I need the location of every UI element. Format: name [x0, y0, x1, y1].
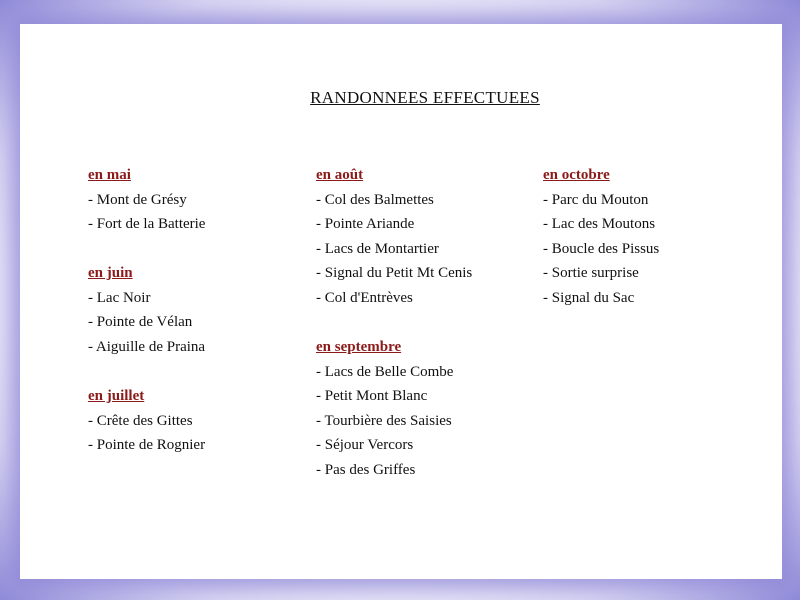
month-heading-octobre: en octobre [543, 167, 610, 183]
document-page [20, 24, 782, 579]
hike-item: - Lacs de Belle Combe [316, 363, 454, 380]
hike-item: - Crête des Gittes [88, 412, 193, 429]
hike-item: - Sortie surprise [543, 265, 639, 282]
month-group-juillet [88, 384, 318, 458]
hike-item: - Lac Noir [88, 289, 151, 306]
hike-item: - Fort de la Batterie [88, 216, 206, 233]
hike-item: - Col des Balmettes [316, 191, 434, 208]
page-title: RANDONNEES EFFECTUEES [310, 88, 540, 107]
hike-item: - Pas des Griffes [316, 462, 416, 479]
column-3 [543, 163, 773, 311]
hike-list-mai [88, 188, 318, 237]
hike-item: - Séjour Vercors [316, 437, 414, 454]
hike-list-juin [88, 286, 318, 360]
hike-list-juillet [88, 409, 318, 458]
month-heading-aout: en août [316, 167, 364, 183]
hike-list-octobre [543, 188, 773, 311]
hike-list-aout [316, 188, 546, 311]
hike-item: - Signal du Petit Mt Cenis [316, 265, 473, 282]
column-1 [88, 163, 318, 458]
month-heading-septembre: en septembre [316, 339, 402, 356]
month-group-octobre [543, 163, 773, 311]
hike-item: - Lac des Moutons [543, 216, 656, 233]
month-heading-juin: en juin [88, 265, 133, 282]
hike-item: - Col d'Entrèves [316, 289, 413, 306]
month-group-septembre [316, 335, 546, 483]
month-heading-juillet: en juillet [88, 388, 145, 405]
month-group-juin [88, 261, 318, 359]
hike-item: - Mont de Grésy [88, 191, 187, 208]
hike-item: - Pointe de Vélan [88, 314, 193, 331]
hike-list-septembre [316, 360, 546, 483]
hike-item: - Parc du Mouton [543, 191, 649, 208]
month-group-aout [316, 163, 546, 311]
hike-item: - Petit Mont Blanc [316, 388, 428, 405]
month-group-mai [88, 163, 318, 237]
hike-item: - Boucle des Pissus [543, 240, 660, 257]
hike-item: - Signal du Sac [543, 289, 635, 306]
column-2 [316, 163, 546, 483]
hike-item: - Tourbière des Saisies [316, 412, 452, 429]
hike-item: - Pointe de Rognier [88, 437, 206, 454]
hike-item: - Pointe Ariande [316, 216, 415, 233]
hike-item: - Lacs de Montartier [316, 240, 439, 257]
month-heading-mai: en mai [88, 167, 131, 183]
hike-item: - Aiguille de Praina [88, 339, 206, 356]
